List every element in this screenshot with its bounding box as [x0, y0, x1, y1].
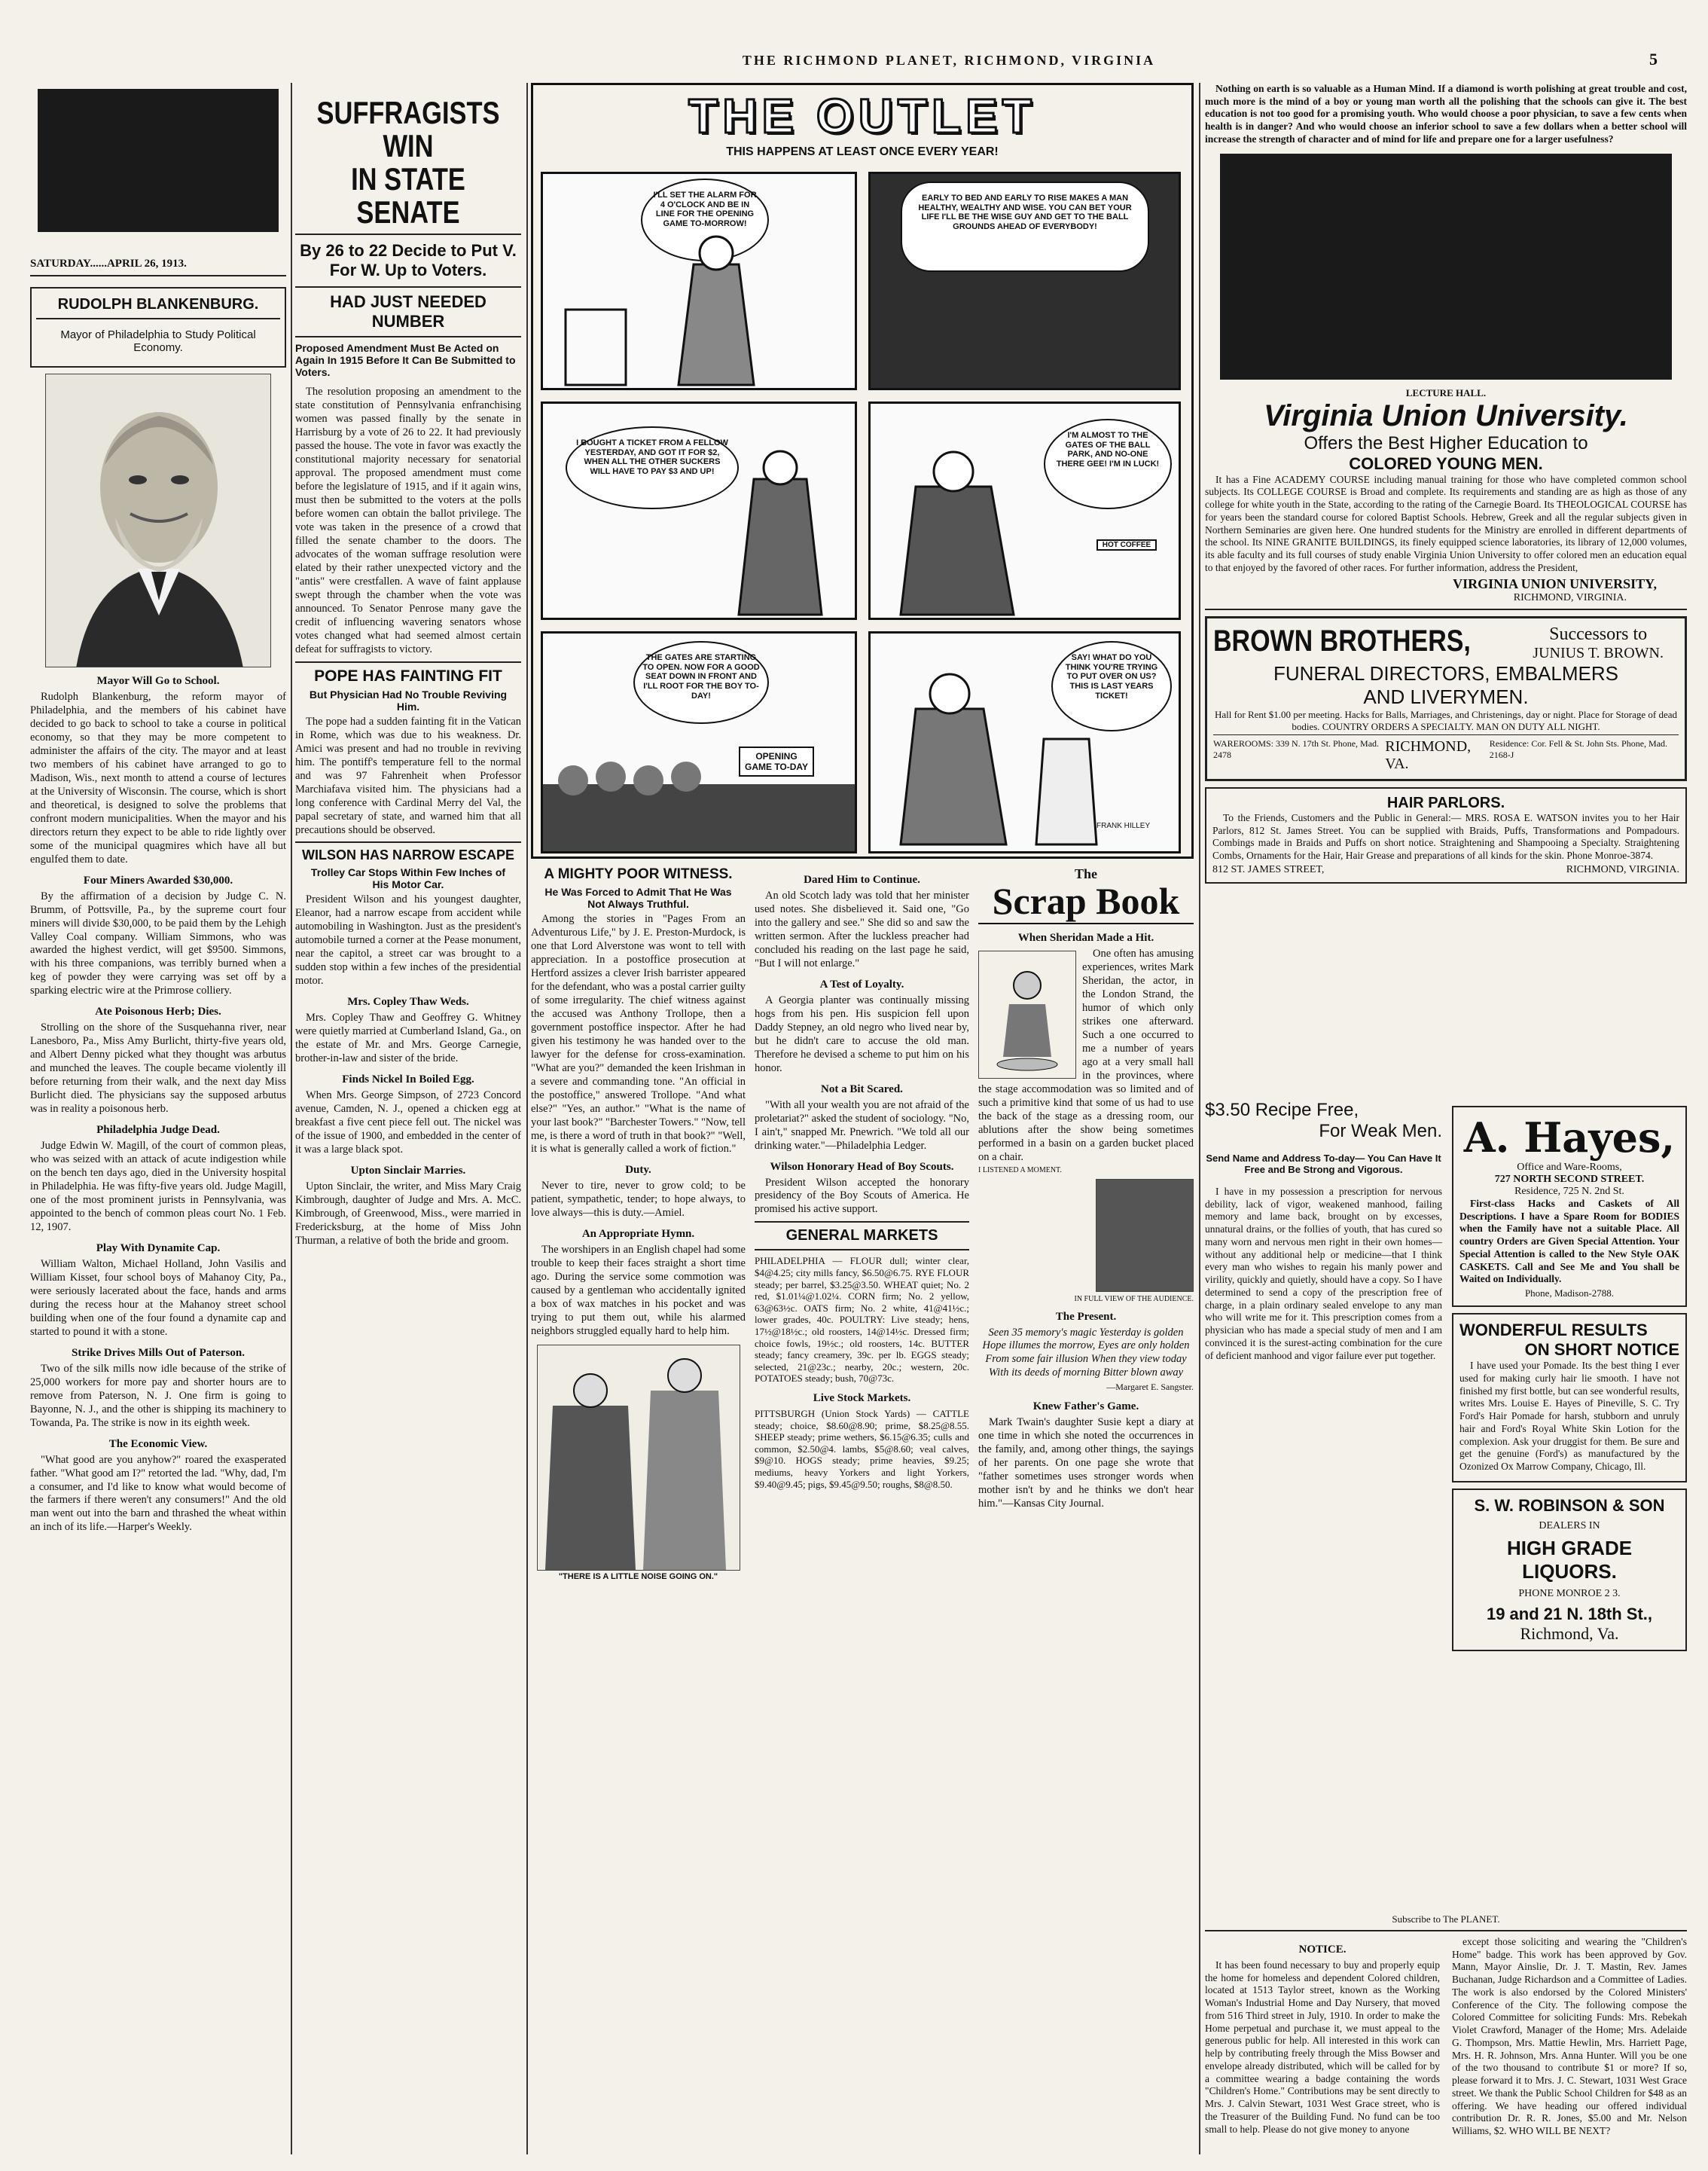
headline: Strike Drives Mills Out of Paterson. [72, 1346, 245, 1359]
box-title: RUDOLPH BLANKENBURG. [57, 296, 259, 313]
article-text: The worshipers in an English chapel had some trouble to keep their faces straight a short time ago. During the service some commotion was caused by a gentleman who accidentally ignited a box of wax matches in his pocket and was trying to put them out, while his alarmed neighbors struggled equally hard to help him. [531, 1244, 746, 1338]
article-text: President Wilson accepted the honorary presidency of the Boy Scouts of America. He promised his active support. [755, 1176, 969, 1216]
hayes-street: 727 NORTH SECOND STREET. [1494, 1174, 1645, 1185]
speech-bubble: I'LL SET THE ALARM FOR 4 O'CLOCK AND BE IN LINE FOR THE OPENING GAME TO-MORROW! [641, 179, 769, 261]
speech-bubble: EARLY TO BED AND EARLY TO RISE MAKES A MAN HEALTHY, WEALTHY AND WISE. YOU CAN BET YOUR LIFE I'LL BE THE WISE GUY AND GET TO THE BALL GROUNDS AHEAD OF EVERYBODY! [901, 182, 1149, 272]
headline: Play With Dynamite Cap. [96, 1241, 221, 1254]
headline: GENERAL MARKETS [785, 1227, 938, 1244]
headline: A Test of Loyalty. [819, 978, 904, 991]
comic-panel [868, 172, 1181, 390]
article-text: Mark Twain's daughter Susie kept a diary at one time in which she noted the occurrences in the family, and, among other things, the sayings of her parents. On one page she wrote that "father sometimes uses stronger words when mother isn't by and he thinks we don't hear him."—Kansas City Journal. [978, 1416, 1194, 1510]
headline: Mayor Will Go to School. [96, 675, 220, 687]
recipe-title: For Weak Men. [1319, 1121, 1442, 1141]
hayes-ad [1452, 1106, 1687, 1307]
hp-address: 812 ST. JAMES STREET, [1212, 863, 1325, 875]
headline-deck: HAD JUST NEEDED NUMBER [330, 292, 486, 331]
cartoon-image [538, 1345, 740, 1570]
headline: Knew Father's Game. [1032, 1400, 1139, 1413]
dateline: SATURDAY......APRIL 26, 1913. [30, 258, 187, 270]
page-number: 5 [1649, 50, 1658, 69]
illustration-caption: I LISTENED A MOMENT. [978, 1165, 1062, 1174]
sw-address: 19 and 21 N. 18th St., [1486, 1604, 1653, 1623]
poem-text: Seen 35 memory's magic Yesterday is golden Hope illumes the morrow, Eyes are only holden From some fair illusion When they view today With its deeds of morning Bitter blown away [982, 1326, 1190, 1379]
scrapbook-illustration [978, 951, 1076, 1079]
headline: An Appropriate Hymn. [581, 1228, 695, 1241]
article-text: An old Scotch lady was told that her minister used notes. She disbelieved it. Said one, "Go into the gallery and see." She did so and saw the written sermon. After the luckless preacher had concluded his reading on the last page he said, "But I will not enlarge." [755, 890, 969, 969]
hp-body: To the Friends, Customers and the Public in General:— MRS. ROSA E. WATSON invites you to her Hair Parlors, 812 St. James Street. You can be supplied with Braids, Puffs, Transformations and Pompadours. Combings made in Braids and Puffs on short notice. Straightening and Shampooing a Specialty. Straightening Combs, Ornaments for the Hair, Hair Grease and preparations of all kinds for the skin. Phone Monroe-3874. [1212, 811, 1679, 861]
headline: Dared Him to Continue. [804, 874, 920, 886]
headline: WILSON HAS NARROW ESCAPE [301, 847, 514, 863]
speech-bubble: I'M ALMOST TO THE GATES OF THE BALL PARK, AND NO-ONE THERE GEE! I'M IN LUCK! [1044, 419, 1172, 509]
divider [36, 318, 280, 319]
vuu-signature: RICHMOND, VIRGINIA. [1513, 591, 1627, 603]
sw-name: S. W. ROBINSON & SON [1474, 1495, 1665, 1515]
comic-strip [531, 83, 1194, 859]
divider [755, 1249, 969, 1250]
recipe-body: I have in my possession a prescription for nervous debility, lack of vigor, weakened manhood, failing memory and lame back, brought on by excesses, unnatural drains, or the follies of youth, that has cured so many worn and nervous men right in their own homes—without any additional help or medicine—that I think every man who wishes to regain his manly power and virility, quickly and quietly, should have a copy. So I have determined to send a copy of the prescription free of charge, in a plain ordinary sealed envelope to any man who will write me for it. This prescription comes from a physician who has made a special study of men and I am convinced it is the surest-acting combination for the cure of deficient manhood and vigor failure ever put together. [1205, 1186, 1442, 1361]
vuu-deck: Offers the Best Higher Education to [1304, 432, 1588, 453]
poem-credit: —Margaret E. Sangster. [1106, 1382, 1194, 1393]
cartoon-caption: "THERE IS A LITTLE NOISE GOING ON." [558, 1572, 718, 1582]
comic-panel [868, 402, 1181, 620]
headline: Duty. [625, 1164, 651, 1177]
headline: A MIGHTY POOR WITNESS. [544, 866, 733, 882]
divider [295, 286, 521, 288]
comic-panel [541, 631, 857, 853]
article-text: "With all your wealth you are not afraid of the proletariat?" asked the student of sociology. "No, I ain't," snapped Mr. Pnewrich. "We told all our drinking water."—Philadelphia Ledger. [755, 1098, 969, 1152]
sw-goods: LIQUORS. [1522, 1559, 1617, 1583]
column-rule [1199, 83, 1200, 2154]
comic-panel-art [543, 174, 857, 390]
divider [295, 661, 521, 663]
scrapbook-the: The [1074, 866, 1097, 881]
notice-title: NOTICE. [1298, 1944, 1347, 1956]
bb-line: AND LIVERYMEN. [1363, 685, 1529, 708]
bb-successors: Successors to [1549, 624, 1648, 644]
article-text: The pope had a sudden fainting fit in the Vatican in Rome, which was due to his weakness. Dr. Amici was present and had no trouble in reviving him. The pontiff's temperature fell to the normal and was 97 Fahrenheit when Professor Marchiafava visited him. The physicians had a long conference with Cardinal Merry del Val, the papal secretary of state, and warned him that all precautions should be observed. [295, 715, 521, 836]
speech-bubble: SAY! WHAT DO YOU THINK YOU'RE TRYING TO PUT OVER ON US? THIS IS LAST YEARS TICKET! [1051, 641, 1172, 731]
subscribe-line: Subscribe to The PLANET. [1392, 1913, 1500, 1925]
scrapbook-title: Scrap Book [978, 882, 1194, 924]
article-text: Judge Edwin W. Magill, of the court of common pleas, who was seized with an attack of acute indigestion while on the bench ten days ago, died in the University hospital in Philadelphia. He was fifty-five years old. Judge Magill, one of the most prominent jurists in Pennsylvania, was appointed to the bench of common pleas court No. 1 Feb. 12, 1907. [30, 1140, 286, 1233]
notice-body: It has been found necessary to buy and properly equip the home for homeless and dependent Colored children, located at 1513 Taylor street, known as the Working Woman's Industrial Home and Day Nursery, that moved from 516 Third street in July, 1910. In order to make the Home perpetual and purchase it, we must appeal to the generous public for help. All interested in this work can help by contributing freely through the Miss Bowser and envelope already distributed, which will be called for by a committee wearing a badge containing the words "Children's Home." Contributions may be sent directly to Mrs. J. Calvin Stewart, 1031 West Grace street, who is the Treasurer of the Building Fund. No fund can be too small to help. Please do not give money to anyone [1205, 1959, 1440, 2135]
headline: When Sheridan Made a Hit. [1017, 932, 1154, 944]
headline: Philadelphia Judge Dead. [96, 1124, 220, 1137]
recipe-deck: Send Name and Address To-day— You Can Have It Free and Be Strong and Vigorous. [1206, 1153, 1441, 1175]
vuu-signature: VIRGINIA UNION UNIVERSITY, [1453, 576, 1657, 591]
portrait-image [45, 374, 271, 667]
article-text: When Mrs. George Simpson, of 2723 Concord avenue, Camden, N. J., opened a chicken egg at breakfast a five cent piece fell out. The nickel was of the issue of 1900, and embedded in the center of it was a large black spot. [295, 1089, 521, 1156]
illustration-caption: IN FULL VIEW OF THE AUDIENCE. [1074, 1294, 1194, 1303]
comic-panel-art [543, 634, 857, 853]
cartoon-image [537, 1345, 740, 1571]
headline-deck: By 26 to 22 Decide to Put V. For W. Up to Voters. [300, 241, 517, 280]
headline-deck: Trolley Car Stops Within Few Inches of His Motor Car. [310, 866, 506, 891]
article-text: Mrs. Copley Thaw and Geoffrey G. Whitney were quietly married at Cumberland Island, Ga., on the estate of Mr. and Mrs. George Carnegie, brother-in-law and sister of the bride. [295, 1012, 521, 1065]
wr-title: WONDERFUL RESULTS [1459, 1321, 1648, 1340]
column-2 [295, 83, 521, 2162]
article-text: One often has amusing experiences, writes Mark Sheridan, the actor, in the London Strand, the humor of which only strikes one afterward. Such a one occurred to me a number of years ago at a very small hall in the provinces, where the stage accommodation was so limited and of such a primitive kind that some of us had to use the back of the stage as a dressing room, our ablutions after the show being sometimes performed in a basin on a garden bucket placed on a chair. [978, 948, 1194, 1163]
headline-main: IN STATE SENATE [351, 161, 465, 231]
vuu-title: Virginia Union University. [1264, 398, 1628, 432]
lecture-hall-photo [1220, 154, 1672, 380]
headline: Mrs. Copley Thaw Weds. [347, 996, 469, 1009]
headline: Wilson Honorary Head of Boy Scouts. [770, 1160, 954, 1173]
headline-deck: But Physician Had No Trouble Reviving Him. [309, 688, 508, 713]
sw-dealers: DEALERS IN [1539, 1519, 1600, 1531]
portrait-image [46, 374, 271, 667]
bb-successors: JUNIUS T. BROWN. [1533, 644, 1664, 661]
market-report: PITTSBURGH (Union Stock Yards) — CATTLE steady; choice, $8.60@8.90; prime, $8.25@8.55. SHEEP steady; prime wethers, $6.15@6.35; culls and common, $2.50@4. lambs, $5@8.60; veal calves, $9@10. HOGS steady; prime heavies, $9.25; mediums, heavy Yorkers and light Yorkers, $9.40@9.45; pigs, $9.45@9.50; roughs, $8@8.50. [755, 1407, 969, 1490]
article-text: "What good are you anyhow?" roared the exasperated father. "What good am I?" retorted the lad. "Why, dad, I'm a consumer, and I'd like to know what would become of the farmers if there weren't any consumers!" And the old man went out into the barn and thrashed the wheat within an inch of its life.—Harper's Weekly. [30, 1453, 286, 1534]
divider [295, 234, 521, 235]
article-text: Among the stories in "Pages From an Adventurous Life," by J. E. Preston-Murdock, is one that Lord Alverstone was wont to tell with appreciation. In a postoffice prosecution at Hertford assizes a clever Irish barrister appeared for the defendant, who was a postal carrier guilty of some irregularity. The chief witness against the accused was Anthony Trollope, then a government postoffice inspector. After he had given his testimony he was handed over to the lawyer for the defense for cross-examination. "What are you?" demanded the keen Irishman in a severe and commanding tone. "An official in the postoffice," answered Trollope. "And what else?" "Yes, an author." "What is the name of your last book?" "Barchester Towers." "Now, tell me, is there a word of truth in that book?" "Well, it is what is generally called a work of fiction." [531, 913, 746, 1156]
hayes-title: A. Hayes, [1463, 1113, 1676, 1162]
wr-body: I have used your Pomade. Its the best thing I ever used for making curly hair lie smooth. I have not finished my first bottle, but can see wonderful results, writes Mrs. Louise E. Hayes of Pineville, S. C. Try Ford's Hair Pomade for harsh, stubborn and unruly hair and Ford's Royal White Skin Lotion for the complexion. Ask your druggist for them. Be sure and get the genuine (Ford's) as manufactured by the Ozonized Ox Marrow Company, Chicago, Ill. [1459, 1360, 1679, 1473]
divider [1205, 609, 1687, 610]
bb-body: Hall for Rent $1.00 per meeting. Hacks for Balls, Marriages, and Christenings, day or night. Place for Storage of dead bodies. COUNTRY ORDERS A SPECIALTY. MAN ON DUTY ALL NIGHT. [1214, 708, 1678, 732]
article-text: William Walton, Michael Holland, John Vasilis and William Kisset, four school boys of Mahanoy City, Pa., were seriously lacerated about the face, hands and arms during the recess hour at the Mahanoy street school building when one of the four found a dynamite cap and started to pound it with a stone. [30, 1257, 286, 1338]
bb-residence: Residence: Cor. Fell & St. John Sts. Phone, Mad. 2168-J [1489, 737, 1668, 760]
column-1 [30, 83, 286, 2162]
artist-signature: FRANK HILLEY [1096, 822, 1151, 830]
speech-bubble: I BOUGHT A TICKET FROM A FELLOW YESTERDAY, AND GOT IT FOR $2, WHEN ALL THE OTHER SUCKERS WILL HAVE TO PAY $3 AND UP! [566, 426, 739, 509]
article-text: President Wilson and his youngest daughter, Eleanor, had a narrow escape from accident while automobiling in Washington. Just as the president's automobile turned a corner at the Pease monument, near the capitol, a street car was brought to a sudden stop within a few inches of the presidential motor. [295, 893, 521, 988]
comic-panel-art [871, 404, 1181, 620]
subcolumn-b [755, 866, 969, 1490]
comic-panel [541, 402, 857, 620]
wr-title: ON SHORT NOTICE [1524, 1340, 1679, 1360]
hayes-body: First-class Hacks and Caskets of All Descriptions. I have a Spare Room for BODIES when the Family have not a suitable Place. All country Orders are Given Special Attention. Your Special Attention is called to the New Style OAK CASKETS. Call and See Me and You shall be Waited on Individually. [1459, 1198, 1679, 1285]
vuu-body: It has a Fine ACADEMY COURSE including manual training for those who have completed common school subjects. Its COLLEGE COURSE is Broad and complete. Its requirements and standing are as high as those of any college for white youth in the State, according to the rating of the Carnegie Board. Its THEOLOGICAL COURSE has for years been the standard course for colored Baptist Schools. Hebrew, Greek and all the regular subjects given in Northern Seminaries are given here. One hundred students for the Ministry are enrolled in different departments of the school. Its NINE GRANITE BUILDINGS, its finely equipped science laboratories, its library of 12,000 volumes, its able faculty and its full courses of study enable Virginia Union University to offer colored men an education equal to that enjoyed by the favored of other races. For further information, address the President, [1205, 473, 1687, 573]
headline: Ate Poisonous Herb; Dies. [95, 1006, 221, 1018]
article-text: Upton Sinclair, the writer, and Miss Mary Craig Kimbrough, daughter of Judge and Mrs. A. McC. Kimbrough, of Greenwood, Miss., were married in Fredericksburg, at the home of Miss John Thurman, a relative of both the bride and groom. [295, 1180, 521, 1247]
right-ads [1452, 1100, 1687, 1657]
ad-text: Nothing on earth is so valuable as a Human Mind. If a diamond is worth polishing at great trouble and cost, much more is the mind of a boy or young man worth all the polishing that the schools can give it. The best education is not too good for a promising youth. Who would choose a poor physician, to save a few cents when health is in danger? And who would choose an inferior school to save a few dollars when a better school will increase the strength of character and of mind for life and prepare one for a larger usefulness? [1205, 83, 1687, 145]
divider [755, 1221, 969, 1223]
comic-panel-art [543, 404, 857, 620]
hayes-phone: Phone, Madison-2788. [1524, 1287, 1615, 1299]
blankenburg-box [30, 287, 286, 368]
hp-city: RICHMOND, VIRGINIA. [1566, 863, 1679, 875]
sw-phone: PHONE MONROE 2 3. [1518, 1587, 1621, 1599]
column-rule [526, 83, 528, 2154]
column-rule [291, 83, 292, 2154]
vuu-deck: COLORED YOUNG MEN. [1349, 453, 1543, 473]
subcolumn-c [978, 866, 1194, 1513]
hair-parlors-ad [1205, 787, 1687, 884]
headline: POPE HAS FAINTING FIT [314, 667, 502, 685]
article-text: Two of the silk mills now idle because of the strike of 25,000 workers for more pay and shorter hours are to remove from Paterson, N. J. One firm is going to Bayonne, N. J., and the other is shipping its machinery to Towanda, Pa. The strike is now in its eighth week. [30, 1362, 286, 1429]
scrapbook-illustration [1096, 1179, 1194, 1292]
article-text: Never to tire, never to grow cold; to be patient, sympathetic, tender; to hope always, to love always—this is duty.—Amiel. [531, 1180, 746, 1220]
comic-panel [868, 631, 1181, 853]
article-text: A Georgia planter was continually missing hogs from his pen. His suspicion fell upon Daddy Stepney, an old negro who lived near by, but he didn't care to accuse the old man. Therefore he devised a scheme to put him on his honor. [755, 994, 969, 1074]
hayes-residence: Residence, 725 N. 2nd St. [1514, 1186, 1624, 1197]
robinson-ad [1452, 1489, 1687, 1651]
headline: Finds Nickel In Boiled Egg. [342, 1073, 474, 1086]
scrapbook-illustration [979, 951, 1075, 1078]
market-report: PHILADELPHIA — FLOUR dull; winter clear, $4@4.25; city mills fancy, $6.50@6.75. RYE FLOUR steady; per barrel, $3.25@3.50. WHEAT quiet; No. 2 red, $1.01¼@1.02¼. CORN firm; No. 2 yellow, 63@63½c. OATS firm; No. 2 white, 41@41½c.; lower grades, 40c. POULTRY: Live steady; hens, 17½@18½c.; old roosters, 14@14½c. Dressed firm; choice fowls, 19½c.; old roosters, 14c. BUTTER steady; fancy creamery, 39c. per lb. EGGS steady; selected, 21@23c.; nearby, 20c.; western, 20c. POTATOES steady; bush, 70@73c. [755, 1255, 969, 1385]
subcolumn-a [531, 866, 746, 1581]
sw-goods: HIGH GRADE [1506, 1536, 1633, 1559]
notice-body: except those soliciting and wearing the "Children's Home" badge. This work has been approved by Gov. Mann, Mayor Ainslie, Dr. J. T. Mastin, Rev. James Buchanan, Judge Richardson and a Committee of Ladies. The work is also endorsed by the Colored Ministers' Conference of the City. The following compose the Colored Committee for soliciting Funds: Mrs. Rebekah Violet Crawford, Manager of the Home; Mrs. Adelaide G. Thompson, Mrs. Mattie Hewlin, Mrs. Harriett Page, Mrs. H. R. Johnson, Mrs. Anna Hunter. Will you be one of the two thousand to contribute $1 or more? If so, please forward it to Mrs. J. C. Stewart, 1031 West Grace street. We thank the Public School Children for $48 as an offering. We have heading our offered individual contribution Dr. R. R. Jones, $5.00 and Mr. Nelson Williams, $2. WHO WILL BE NEXT? [1452, 1936, 1687, 2137]
article-text: The resolution proposing an amendment to the state constitution of Pennsylvania enfranchising women was passed finally by the senate in Harrisburg by a vote of 26 to 22. It had previously passed the house. The vote in favor was exactly the constitutional majority necessary for senatorial approval. The proposed amendment must come before the legislature of 1915, and if it again wins, must then be submitted to the voters at the polls before women can obtain the ballot privilege. The vote was taken in the presence of a crowd that filled the senate chamber to the doors. The advocates of the woman suffrage resolution were elated by their rather unexpected victory and the "antis" were crestfallen. A wave of faint applause swept through the chamber when the vote was announced. To Senator Penrose many gave the credit of influencing wavering senators whose votes changed what had seemed almost certain defeat for suffragists to victory. [295, 386, 521, 655]
masthead: THE RICHMOND PLANET, RICHMOND, VIRGINIA [742, 53, 1156, 68]
article-text: Strolling on the shore of the Susquehanna river, near Lanesboro, Pa., Miss Amy Burlicht, thirty-five years old, and Albert Denny picked what they thought was arbutus and munched the leaves. The couple became violently ill before returning from their walk, and the next day Miss Burlicht died. The physicians say the supposed arbutus was in reality a poisonous herb. [30, 1021, 286, 1116]
divider [1205, 1930, 1687, 1931]
article-text: Rudolph Blankenburg, the reform mayor of Philadelphia, and the members of his cabinet have decided to go back to school to take a course in political economy, so that they may be more competent to administer the affairs of the city. The mayor and at least two members of his cabinet have arranged to go to Madison, Wis., next month to attend a course of lectures at the University of Wisconsin. The course, which is short and theoretical, is designed to solve the problems that confront modern municipalities. When the mayor and his directors return they expect to be able to ride lightly over some of the municipal quagmires which have all but engulfed them to date. [30, 691, 286, 866]
hp-title: HAIR PARLORS. [1386, 794, 1505, 811]
recipe-title: $3.50 Recipe Free, [1205, 1100, 1359, 1120]
divider [295, 841, 521, 843]
headline: Not a Bit Scared. [821, 1082, 903, 1095]
sw-city: Richmond, Va. [1520, 1623, 1619, 1643]
headline: Four Miners Awarded $30,000. [83, 874, 233, 887]
headline: Upton Sinclair Marries. [350, 1164, 466, 1177]
redacted-block [38, 89, 279, 232]
comic-caption: THIS HAPPENS AT LEAST ONCE EVERY YEAR! [726, 145, 999, 159]
opening-game-sign: OPENING GAME TO-DAY [739, 747, 814, 777]
headline-main: SUFFRAGISTS WIN [316, 95, 500, 164]
divider [30, 275, 286, 276]
headline: The Present. [1055, 1310, 1117, 1323]
headline: Live Stock Markets. [813, 1391, 911, 1404]
coffee-sign: HOT COFFEE [1096, 539, 1157, 551]
bb-line: FUNERAL DIRECTORS, EMBALMERS [1273, 661, 1618, 685]
article-text: By the affirmation of a decision by Judge C. N. Brumm, of Pottsville, Pa., by the supreme court four miners will divide $30,000, to be paid them by the Lehigh Valley Coal company. William Simmons, who was awarded the highest verdict, will get $9500. Simmons, with his three companions, was terribly burned when a keg of powder they were carrying was set off by a sparking electric wire at the Primrose colliery. [30, 890, 286, 997]
wonderful-results-ad [1452, 1313, 1687, 1482]
headline-deck: Proposed Amendment Must Be Acted on Again In 1915 Before It Can Be Submitted to Voters. [295, 342, 516, 379]
comic-panel-art [871, 634, 1181, 853]
bb-name: BROWN BROTHERS, [1213, 624, 1471, 658]
photo-caption: LECTURE HALL. [1405, 386, 1487, 398]
divider [295, 336, 521, 337]
column-3 [531, 83, 1194, 2162]
recipe-ad [1205, 1100, 1442, 1363]
headline-deck: He Was Forced to Admit That He Was Not Always Truthful. [544, 886, 732, 910]
comic-title: THE OUTLET [688, 89, 1036, 143]
bb-city: RICHMOND, VA. [1385, 737, 1472, 772]
column-4 [1205, 83, 1687, 2162]
brown-brothers-ad [1205, 616, 1687, 781]
box-subtitle: Mayor of Philadelphia to Study Political Economy. [60, 328, 256, 354]
bb-warerooms: WAREROOMS: 339 N. 17th St. Phone, Mad. 2478 [1213, 737, 1380, 760]
headline: The Economic View. [108, 1437, 208, 1450]
speech-bubble: THE GATES ARE STARTING TO OPEN. NOW FOR A GOOD SEAT DOWN IN FRONT AND I'LL ROOT FOR THE BOY TO-DAY! [633, 641, 769, 724]
comic-panel [541, 172, 857, 390]
hayes-office: Office and Ware-Rooms, [1517, 1162, 1622, 1173]
